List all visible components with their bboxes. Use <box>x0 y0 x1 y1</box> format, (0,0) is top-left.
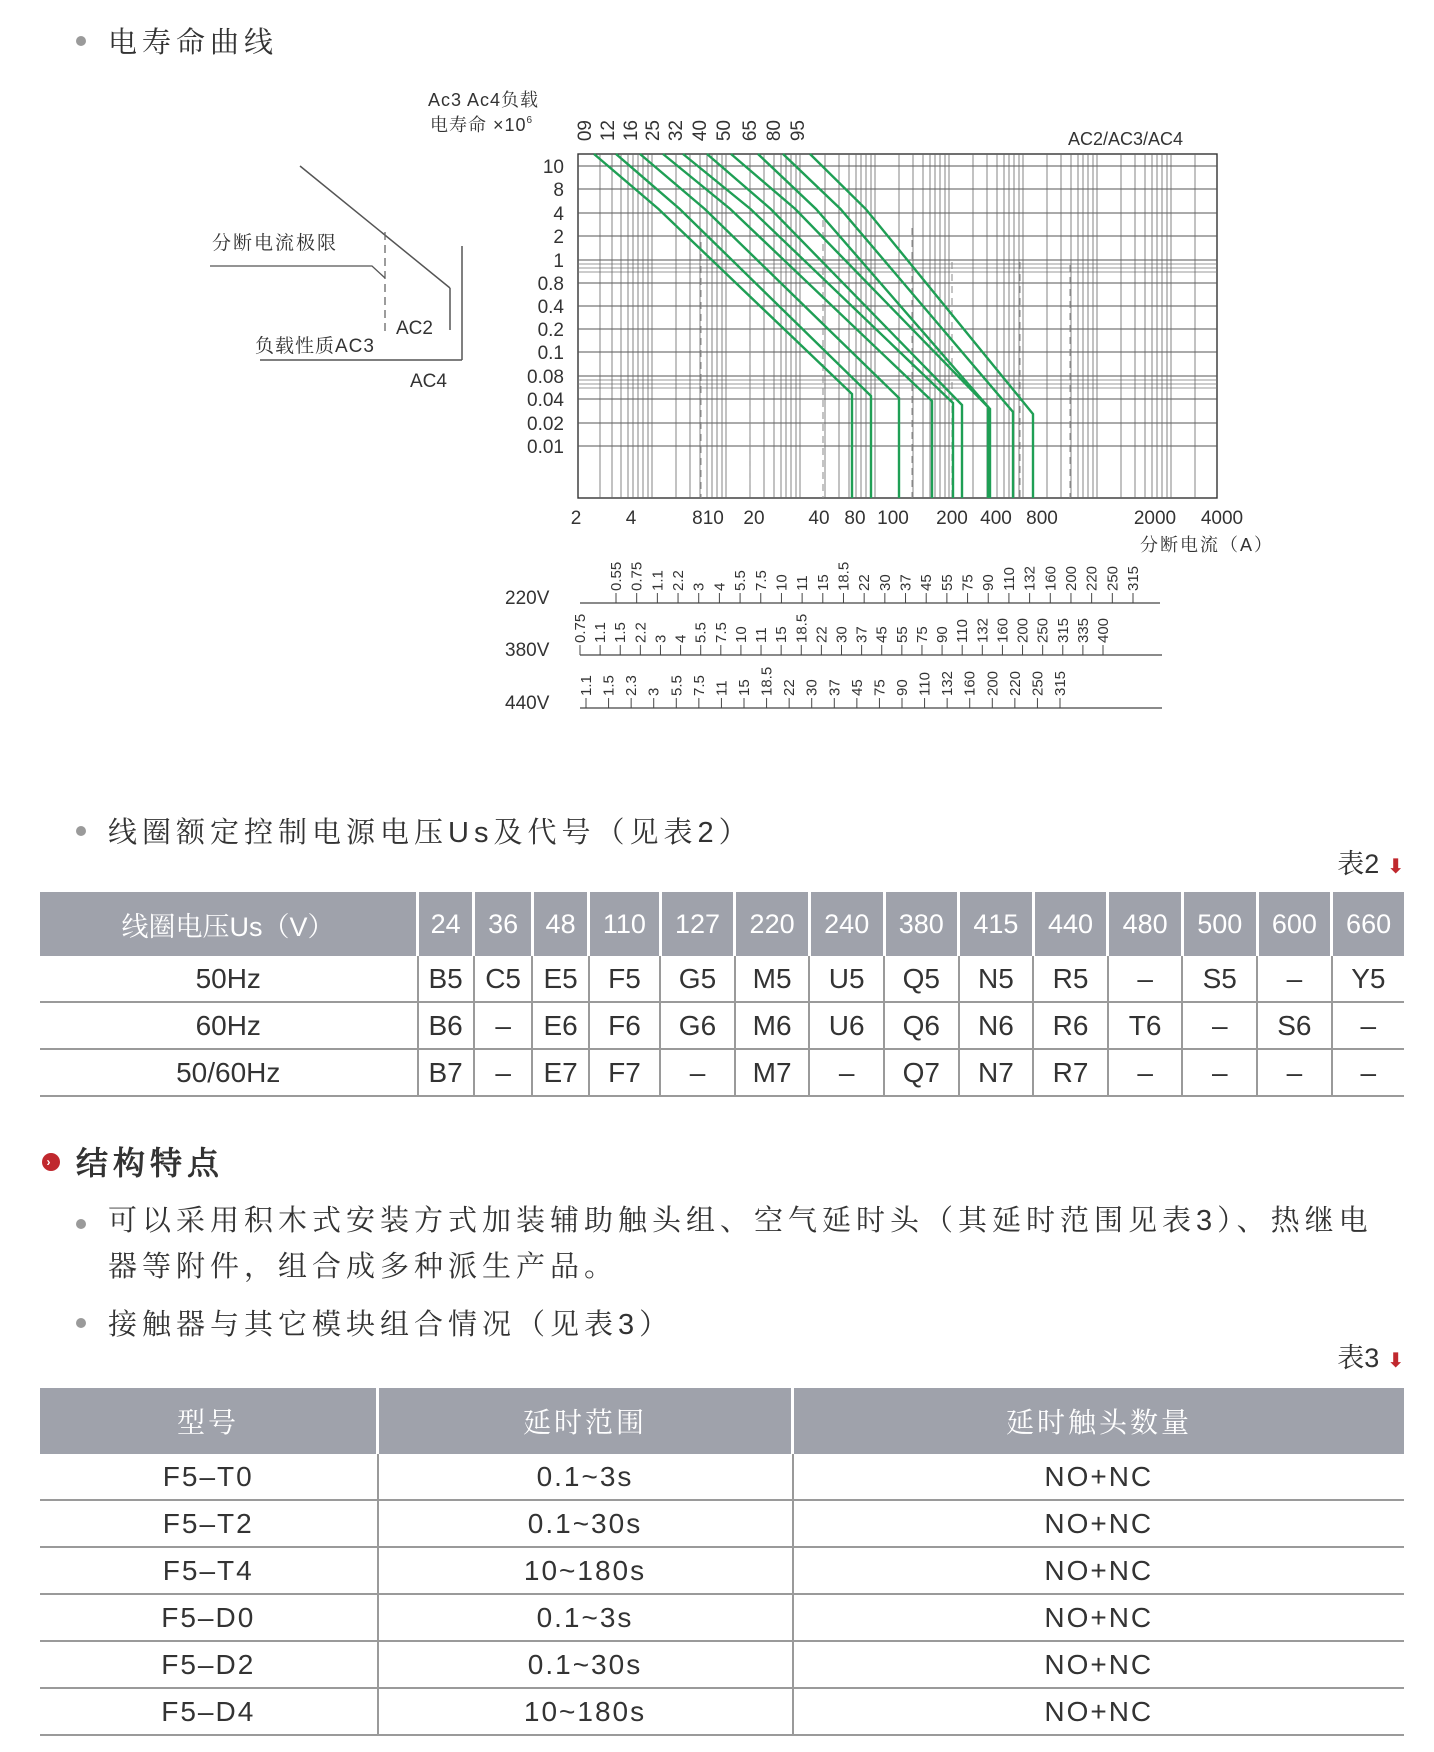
x-tick-label: 20 <box>743 508 765 529</box>
power-tick-label: 11 <box>794 575 812 591</box>
power-tick-label: 5.5 <box>692 622 710 643</box>
code-cell: – <box>809 1049 884 1096</box>
x-tick-label: 2000 <box>1133 508 1177 529</box>
y-tick-label: 2 <box>553 227 564 248</box>
table2-caption-text: 表2 <box>1337 849 1380 879</box>
code-cell: – <box>474 1049 533 1096</box>
table-row <box>40 1454 1404 1500</box>
series-label: 80 <box>764 120 785 142</box>
delay-range-cell: 0.1~30s <box>378 1500 793 1547</box>
power-tick-label: 335 <box>1074 617 1092 643</box>
y-tick-label: 0.04 <box>527 390 564 411</box>
code-cell: R7 <box>1033 1049 1108 1096</box>
delay-range-cell: 0.1~3s <box>378 1454 793 1500</box>
code-cell: U6 <box>809 1002 884 1049</box>
ac4-label: AC4 <box>410 371 447 392</box>
frequency-cell: 50Hz <box>40 956 418 1002</box>
y-tick-label: 0.8 <box>537 274 564 295</box>
code-cell: C5 <box>474 956 533 1002</box>
power-tick-label: 200 <box>1014 617 1032 643</box>
power-tick-label: 55 <box>938 574 956 591</box>
delay-range-cell: 0.1~3s <box>378 1594 793 1641</box>
power-tick-label: 0.55 <box>608 561 625 591</box>
voltage-header-cell: 36 <box>474 892 533 956</box>
x-tick-label: 80 <box>844 508 866 529</box>
y-tick-label: 10 <box>542 157 564 178</box>
power-tick-label: 90 <box>980 574 998 591</box>
table-header-row <box>40 1388 1404 1454</box>
contact-count-cell: NO+NC <box>793 1454 1405 1500</box>
power-tick-label: 11 <box>713 680 731 696</box>
code-cell: – <box>1108 956 1183 1002</box>
power-tick-label: 1.1 <box>649 570 667 591</box>
x-tick-label: 800 <box>1026 508 1058 529</box>
power-tick-label: 2.2 <box>670 570 688 591</box>
y-axis-title-line2: 电寿命 $\times 10^6$ <box>430 115 534 135</box>
power-tick-label: 110 <box>1000 567 1018 591</box>
code-cell: N5 <box>959 956 1034 1002</box>
voltage-label: 220V <box>505 588 550 609</box>
power-tick-label: 30 <box>876 574 894 591</box>
y-tick-label: 0.08 <box>527 367 564 388</box>
voltage-header-cell: 240 <box>809 892 884 956</box>
contact-count-cell: NO+NC <box>793 1641 1405 1688</box>
code-cell: N7 <box>959 1049 1034 1096</box>
power-tick-label: 2.2 <box>632 622 650 643</box>
structure-section-title-text: 结构特点 <box>76 1145 225 1181</box>
delay-range-cell: 0.1~30s <box>378 1641 793 1688</box>
power-tick-label: 0.75 <box>628 561 646 591</box>
power-tick-label: 22 <box>781 679 799 696</box>
x-tick-label: 400 <box>980 508 1012 529</box>
contact-count-cell: NO+NC <box>793 1594 1405 1641</box>
power-tick-label: 250 <box>1034 617 1052 643</box>
code-cell: Y5 <box>1332 956 1404 1002</box>
table-header-cell: 线圈电压Us（V） <box>40 892 418 956</box>
power-tick-label: 30 <box>803 679 821 696</box>
y-tick-label: 4 <box>553 204 564 225</box>
frequency-cell: 50/60Hz <box>40 1049 418 1096</box>
table2-caption <box>1337 842 1404 881</box>
code-cell: M7 <box>735 1049 810 1096</box>
table-header-cell: 延时触头数量 <box>793 1388 1405 1454</box>
code-cell: U5 <box>809 956 884 1002</box>
code-cell: B7 <box>418 1049 474 1096</box>
voltage-header-cell: 110 <box>589 892 660 956</box>
voltage-label: 440V <box>505 693 550 714</box>
series-label: 50 <box>714 120 735 142</box>
code-cell: E5 <box>532 956 588 1002</box>
model-cell: F5–D4 <box>40 1688 378 1735</box>
voltage-header-cell: 500 <box>1182 892 1257 956</box>
y-tick-label: 0.1 <box>537 343 564 364</box>
time-delay-table <box>40 1388 1404 1736</box>
x-tick-label: 4 <box>625 508 637 529</box>
power-tick-label: 3 <box>652 634 670 643</box>
combo-heading-text: 接触器与其它模块组合情况（见表3） <box>108 1309 674 1341</box>
power-tick-label: 4 <box>711 582 729 591</box>
model-cell: F5–T2 <box>40 1500 378 1547</box>
power-tick-label: 3 <box>645 687 663 696</box>
x-tick-label: 810 <box>692 508 724 529</box>
code-cell: R5 <box>1033 956 1108 1002</box>
power-tick-label: 37 <box>897 574 915 591</box>
code-cell: – <box>474 1002 533 1049</box>
coil-heading-text: 线圈额定控制电源电压Us及代号（见表2） <box>108 817 753 849</box>
power-tick-label: 15 <box>736 679 753 696</box>
code-cell: Q6 <box>884 1002 959 1049</box>
series-label: 12 <box>598 120 619 142</box>
code-cell: – <box>1257 1049 1332 1096</box>
power-tick-label: 15 <box>773 626 791 643</box>
contact-count-cell: NO+NC <box>793 1688 1405 1735</box>
y-tick-labels <box>527 157 564 458</box>
code-cell: S6 <box>1257 1002 1332 1049</box>
voltage-header-cell: 660 <box>1332 892 1404 956</box>
code-cell: S5 <box>1182 956 1257 1002</box>
power-tick-label: 37 <box>826 679 844 696</box>
life-curve-chart <box>0 0 1434 740</box>
power-tick-label: 18.5 <box>835 561 853 591</box>
x-tick-label: 40 <box>808 508 830 529</box>
coil-heading <box>76 810 753 851</box>
power-tick-label: 5.5 <box>668 675 686 696</box>
power-tick-label: 132 <box>939 670 957 696</box>
x-tick-label: 2 <box>570 508 582 529</box>
power-tick-label: 5.5 <box>732 570 750 591</box>
y-tick-label: 1 <box>553 251 564 272</box>
power-tick-label: 220 <box>1083 565 1101 591</box>
series-label: 16 <box>621 120 642 142</box>
code-cell: E6 <box>532 1002 588 1049</box>
y-tick-label: 0.4 <box>537 297 564 318</box>
series-label: 65 <box>740 120 761 142</box>
delay-range-cell: 10~180s <box>378 1547 793 1594</box>
code-cell: – <box>660 1049 735 1096</box>
bullet-dot <box>76 826 86 836</box>
code-cell: F7 <box>589 1049 660 1096</box>
power-tick-label: 250 <box>1029 670 1047 696</box>
voltage-header-cell: 48 <box>532 892 588 956</box>
table-header-row <box>40 892 1404 956</box>
power-tick-label: 160 <box>1042 565 1060 591</box>
power-tick-label: 1.1 <box>592 622 610 643</box>
chart-grid <box>578 154 1217 498</box>
power-tick-label: 1.5 <box>600 675 618 696</box>
power-tick-label: 45 <box>918 574 936 591</box>
power-tick-label: 11 <box>753 627 771 643</box>
table3-caption <box>1337 1336 1404 1375</box>
power-tick-label: 1.5 <box>612 622 630 643</box>
power-tick-label: 315 <box>1052 670 1069 696</box>
frequency-cell: 60Hz <box>40 1002 418 1049</box>
power-tick-label: 1.1 <box>578 675 595 696</box>
code-cell: Q7 <box>884 1049 959 1096</box>
delay-range-cell: 10~180s <box>378 1688 793 1735</box>
x-tick-label: 100 <box>877 508 909 529</box>
contact-count-cell: NO+NC <box>793 1500 1405 1547</box>
voltage-header-cell: 220 <box>735 892 810 956</box>
table-row <box>40 1500 1404 1547</box>
power-tick-label: 4 <box>672 634 690 643</box>
power-tick-label: 22 <box>813 626 831 643</box>
power-tick-label: 45 <box>873 626 891 643</box>
power-tick-label: 110 <box>916 672 934 696</box>
x-tick-labels <box>571 508 1243 529</box>
power-tick-label: 37 <box>853 626 871 643</box>
y-tick-label: 0.02 <box>527 414 564 435</box>
power-tick-label: 75 <box>871 679 889 696</box>
chevron-right-icon: › <box>42 1153 60 1171</box>
series-labels <box>575 120 809 141</box>
coil-voltage-table <box>40 892 1404 1097</box>
table-row <box>40 1688 1404 1735</box>
power-tick-label: 18.5 <box>793 613 811 643</box>
code-cell: F5 <box>589 956 660 1002</box>
voltage-header-cell: 440 <box>1033 892 1108 956</box>
y-tick-label: 0.01 <box>527 437 564 458</box>
x-axis-title: 分断电流（A） <box>1140 535 1275 555</box>
load-nature-label: 负载性质AC3 <box>255 336 375 357</box>
y-tick-label: 8 <box>553 180 564 201</box>
code-cell: M6 <box>735 1002 810 1049</box>
model-cell: F5–D2 <box>40 1641 378 1688</box>
model-cell: F5–T0 <box>40 1454 378 1500</box>
contact-count-cell: NO+NC <box>793 1547 1405 1594</box>
power-tick-label: 22 <box>856 574 874 591</box>
code-cell: T6 <box>1108 1002 1183 1049</box>
power-tick-label: 7.5 <box>752 570 770 591</box>
power-tick-label: 3 <box>690 582 708 591</box>
code-cell: N6 <box>959 1002 1034 1049</box>
code-cell: G5 <box>660 956 735 1002</box>
power-tick-label: 55 <box>893 626 911 643</box>
break-limit-label: 分断电流极限 <box>212 233 339 254</box>
power-tick-label: 315 <box>1125 565 1142 591</box>
code-cell: F6 <box>589 1002 660 1049</box>
y-tick-label: 0.2 <box>537 320 564 341</box>
code-cell: G6 <box>660 1002 735 1049</box>
code-cell: E7 <box>532 1049 588 1096</box>
bullet-dot <box>76 1318 86 1328</box>
power-tick-label: 90 <box>934 626 952 643</box>
power-tick-label: 110 <box>954 619 972 643</box>
power-tick-label: 220 <box>1006 670 1024 696</box>
power-tick-label: 15 <box>814 574 832 591</box>
voltage-header-cell: 480 <box>1108 892 1183 956</box>
table-row <box>40 1002 1404 1049</box>
power-tick-label: 75 <box>913 626 931 643</box>
voltage-header-cell: 600 <box>1257 892 1332 956</box>
table-row <box>40 1641 1404 1688</box>
code-cell: Q5 <box>884 956 959 1002</box>
voltage-label: 380V <box>505 640 550 661</box>
series-label: 32 <box>666 120 687 142</box>
model-cell: F5–T4 <box>40 1547 378 1594</box>
code-cell: B6 <box>418 1002 474 1049</box>
structure-paragraph-text: 可以采用积木式安装方式加装辅助触头组、空气延时头（其延时范围见表3）、热继电器等附件，组合成多种派生产品。 <box>108 1205 1373 1283</box>
x-tick-label: 200 <box>936 508 968 529</box>
power-tick-label: 75 <box>959 574 977 591</box>
code-cell: – <box>1182 1049 1257 1096</box>
power-tick-label: 10 <box>732 626 750 643</box>
power-tick-label: 0.75 <box>572 613 589 643</box>
table-row <box>40 956 1404 1002</box>
structure-section-title <box>42 1138 224 1184</box>
code-cell: – <box>1257 956 1332 1002</box>
series-label: 95 <box>788 120 809 142</box>
power-tick-label: 160 <box>994 617 1012 643</box>
y-axis-title-line1: Ac3 Ac4负载 <box>428 90 540 110</box>
code-cell: M5 <box>735 956 810 1002</box>
ac2-label: AC2 <box>396 318 433 339</box>
series-label: 40 <box>690 120 711 142</box>
power-tick-label: 18.5 <box>758 666 776 696</box>
power-tick-label: 30 <box>833 626 851 643</box>
code-cell: R6 <box>1033 1002 1108 1049</box>
table-header-cell: 延时范围 <box>378 1388 793 1454</box>
model-cell: F5–D0 <box>40 1594 378 1641</box>
code-cell: – <box>1332 1002 1404 1049</box>
table3-caption-text: 表3 <box>1337 1343 1380 1373</box>
voltage-header-cell: 24 <box>418 892 474 956</box>
bullet-dot <box>76 1219 86 1229</box>
voltage-header-cell: 127 <box>660 892 735 956</box>
down-arrow-icon: ⬇ <box>1387 1350 1404 1372</box>
load-schematic <box>210 166 462 392</box>
power-tick-label: 7.5 <box>712 622 730 643</box>
power-tick-label: 132 <box>1021 565 1039 591</box>
power-tick-label: 2.3 <box>623 675 641 696</box>
voltage-header-cell: 415 <box>959 892 1034 956</box>
structure-paragraph <box>76 1198 1396 1290</box>
voltage-header-cell: 380 <box>884 892 959 956</box>
power-tick-label: 132 <box>974 617 992 643</box>
code-cell: – <box>1108 1049 1183 1096</box>
power-tick-label: 160 <box>961 670 979 696</box>
table-row <box>40 1594 1404 1641</box>
down-arrow-icon: ⬇ <box>1387 856 1404 878</box>
power-tick-label: 7.5 <box>690 675 708 696</box>
x-tick-label: 4000 <box>1200 508 1244 529</box>
power-tick-label: 315 <box>1054 617 1072 643</box>
power-scales <box>505 562 1162 714</box>
power-tick-label: 10 <box>773 574 791 591</box>
code-cell: – <box>1182 1002 1257 1049</box>
power-tick-label: 45 <box>848 679 866 696</box>
code-cell: B5 <box>418 956 474 1002</box>
table-header-cell: 型号 <box>40 1388 378 1454</box>
table-row <box>40 1547 1404 1594</box>
power-tick-label: 200 <box>984 670 1002 696</box>
combo-heading <box>76 1302 673 1343</box>
power-tick-label: 250 <box>1104 565 1122 591</box>
table-row <box>40 1049 1404 1096</box>
series-label: 25 <box>643 120 664 142</box>
series-label: 09 <box>575 120 596 142</box>
power-tick-label: 200 <box>1062 565 1080 591</box>
power-tick-label: 90 <box>894 679 911 696</box>
chart-title: AC2/AC3/AC4 <box>1068 129 1184 149</box>
life-curve-heading-text: 电寿命曲线 <box>108 27 279 59</box>
power-tick-label: 400 <box>1095 617 1112 643</box>
code-cell: – <box>1332 1049 1404 1096</box>
